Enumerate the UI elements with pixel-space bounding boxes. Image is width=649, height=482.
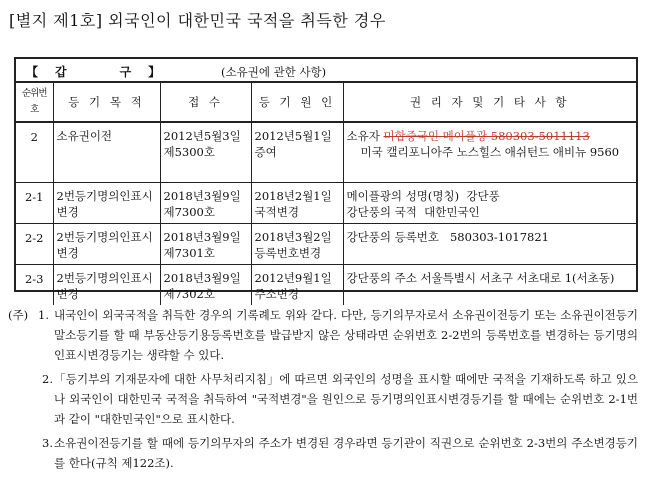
table-row <box>16 264 636 305</box>
section-header <box>16 59 636 83</box>
cell-receipt: 2018년3월9일 제7302호 <box>160 264 251 305</box>
rights-address: 미국 캘리포니아주 노스힐스 애쉬턴드 애비뉴 9560 <box>360 145 620 159</box>
register-table <box>16 83 636 305</box>
cell-purpose: 2번등기명의인표시변경 <box>53 223 160 264</box>
cell-rank: 2 <box>16 122 53 182</box>
cell-rank: 2-2 <box>16 223 53 264</box>
note-item <box>8 305 638 365</box>
section-label-a: 갑 <box>55 65 68 79</box>
notes-lead: (주) <box>8 308 29 322</box>
note-number: 3. <box>42 436 53 450</box>
cell-purpose: 2번등기명의인표시변경 <box>53 264 160 305</box>
section-label-b: 구 <box>119 65 133 79</box>
col-header-purpose: 등 기 목 적 <box>53 83 160 122</box>
bracket-left: 【 <box>26 65 40 79</box>
table-row <box>16 182 636 223</box>
rights-prefix: 소유자 <box>346 129 380 143</box>
rights-line: 강단풍의 주소 서울특별시 서초구 서초대로 1(서초동) <box>346 270 615 285</box>
cell-purpose: 2번등기명의인표시변경 <box>53 182 160 223</box>
cell-cause: 2018년3월2일 등록번호변경 <box>251 223 343 264</box>
table-header-row <box>16 83 636 122</box>
note-number: 2. <box>42 372 53 386</box>
struck-owner-text: 미합중국인 메이플광 580303-5011113 <box>383 129 590 143</box>
col-header-rank: 순위번호 <box>16 83 53 122</box>
note-item <box>8 433 638 473</box>
cell-receipt: 2012년5월3일 제5300호 <box>160 122 251 182</box>
cell-rights <box>343 264 636 305</box>
col-header-rights: 권 리 자 및 기 타 사 항 <box>343 83 636 122</box>
cell-rights <box>343 122 636 182</box>
cell-rights <box>343 223 636 264</box>
page-title: [별지 제1호] 외국인이 대한민국 국적을 취득한 경우 <box>9 11 386 30</box>
note-item <box>8 369 638 429</box>
cell-cause: 2012년9월1일 주소변경 <box>251 264 343 305</box>
cell-rank: 2-3 <box>16 264 53 305</box>
cell-cause: 2018년2월1일 국적변경 <box>251 182 343 223</box>
register-table-frame <box>14 57 638 301</box>
cell-receipt: 2018년3월9일 제7301호 <box>160 223 251 264</box>
rights-line: 메이플광의 성명(명칭) 강단풍 <box>346 188 500 203</box>
note-text: 소유권이전등기를 할 때에 등기의무자의 주소가 변경된 경우라면 등기관이 직권으로 순위번호 2-3번의 주소변경등기를 한다(규칙 제122조). <box>54 436 638 470</box>
rights-line: 강단풍의 등록번호 580303-1017821 <box>346 229 549 244</box>
cell-rights <box>343 182 636 223</box>
note-text: 내국인이 외국국적을 취득한 경우의 기록례도 위와 같다. 다만, 등기의무자로서 소유권이전등기 또는 소유권이전등기말소등기를 할 때 부동산등기용등록번호를 발급받지 않은 상태라면 순위번호 2-2번의 등록번호를 변경하는 등기명의인표시변경등기는 생략할 수 있다. <box>54 308 638 362</box>
bracket-right: 】 <box>148 65 162 79</box>
section-label <box>26 63 161 80</box>
notes-section <box>8 305 638 473</box>
cell-receipt: 2018년3월9일 제7300호 <box>160 182 251 223</box>
col-header-cause: 등 기 원 인 <box>251 83 343 122</box>
cell-rank: 2-1 <box>16 182 53 223</box>
note-number: 1. <box>38 308 49 322</box>
section-note: (소유권에 관한 사항) <box>221 65 327 79</box>
col-header-receipt: 접 수 <box>160 83 251 122</box>
cell-purpose: 소유권이전 <box>53 122 160 182</box>
table-row <box>16 122 636 182</box>
note-text: 「등기부의 기재문자에 대한 사무처리지침」에 따르면 외국인의 성명을 표시할 때에만 국적을 기재하도록 하고 있으나 외국인이 대한민국 국적을 취득하여 "국적변경"을 원인으로 등기명의인표시변경등기를 할 때에는 순위번호 2-1번과 같이 "대한민국인"으로 표시한다. <box>54 372 638 426</box>
rights-line: 강단풍의 국적 대한민국인 <box>346 204 480 219</box>
table-row <box>16 223 636 264</box>
cell-cause: 2012년5월1일 증여 <box>251 122 343 182</box>
